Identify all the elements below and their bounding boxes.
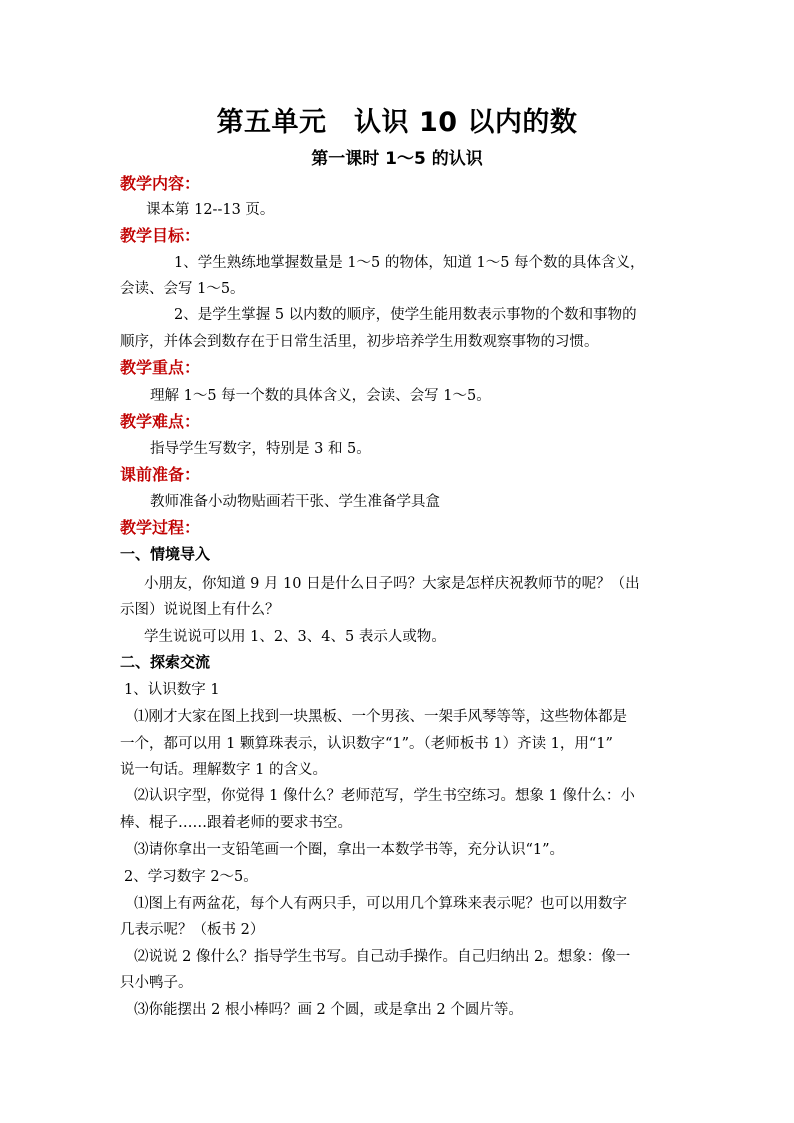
part2-line: 1、认识数字 1	[124, 682, 220, 698]
unit-title: 第五单元 认识 10 以内的数	[216, 107, 578, 138]
part2-line: 棒、棍子……跟着老师的要求书空。	[120, 815, 352, 831]
heading-goals: 教学目标：	[120, 226, 201, 245]
part1-line: 学生说说可以用 1、2、3、4、5 表示人或物。	[144, 629, 446, 645]
heading-key-points: 教学重点：	[120, 358, 201, 377]
part2-line: 只小鸭子。	[120, 975, 193, 991]
lesson-title: 第一课时 1～5 的认识	[311, 149, 483, 169]
goals-line: 2、是学生掌握 5 以内数的顺序，使学生能用数表示事物的个数和事物的	[174, 307, 637, 323]
part2-line: ⑶你能摆出 2 根小棒吗？画 2 个圆，或是拿出 2 个圆片等。	[134, 1002, 523, 1018]
part2-line: 一个，都可以用 1 颗算珠表示，认识数字“1”。（老师板书 1）齐读 1，用“1”	[120, 736, 613, 752]
part2-line: 几表示呢？（板书 2）	[120, 922, 265, 938]
goals-line: 会读、会写 1～5。	[120, 281, 245, 297]
part2-line: ⑴刚才大家在图上找到一块黑板、一个男孩、一架手风琴等等，这些物体都是	[134, 709, 627, 725]
heading-difficulties: 教学难点：	[120, 412, 201, 431]
content-line: 课本第 12--13 页。	[146, 202, 275, 218]
part2-line: ⑶请你拿出一支铅笔画一个圈，拿出一本数学书等，充分认识“1”。	[134, 842, 565, 858]
part2-line: 2、学习数字 2～5。	[124, 869, 258, 885]
heading-content: 教学内容：	[120, 174, 201, 193]
goals-line: 顺序，并体会到数存在于日常生活里，初步培养学生用数观察事物的习惯。	[120, 334, 599, 350]
part2-line: ⑵认识字型，你觉得 1 像什么？老师范写，学生书空练习。想象 1 像什么：小	[134, 788, 635, 804]
part2-line: ⑴图上有两盆花，每个人有两只手，可以用几个算珠来表示呢？也可以用数字	[134, 896, 627, 912]
part1-line: 示图）说说图上有什么？	[120, 602, 280, 618]
heading-preparation: 课前准备：	[120, 465, 201, 484]
part1-heading: 一、情境导入	[120, 545, 211, 563]
part1-line: 小朋友，你知道 9 月 10 日是什么日子吗？大家是怎样庆祝教师节的呢？（出	[144, 576, 640, 592]
key-points-line: 理解 1～5 每一个数的具体含义，会读、会写 1～5。	[150, 388, 491, 404]
heading-process: 教学过程：	[120, 518, 201, 537]
difficulties-line: 指导学生写数字，特别是 3 和 5。	[150, 441, 371, 457]
goals-line: 1、学生熟练地掌握数量是 1～5 的物体，知道 1～5 每个数的具体含义，	[174, 255, 645, 271]
part2-line: 说一句话。理解数字 1 的含义。	[120, 762, 327, 778]
part2-line: ⑵说说 2 像什么？指导学生书写。自己动手操作。自己归纳出 2。想象：像一	[134, 949, 631, 965]
preparation-line: 教师准备小动物贴画若干张、学生准备学具盒	[150, 494, 440, 510]
part2-heading: 二、探索交流	[120, 653, 211, 671]
